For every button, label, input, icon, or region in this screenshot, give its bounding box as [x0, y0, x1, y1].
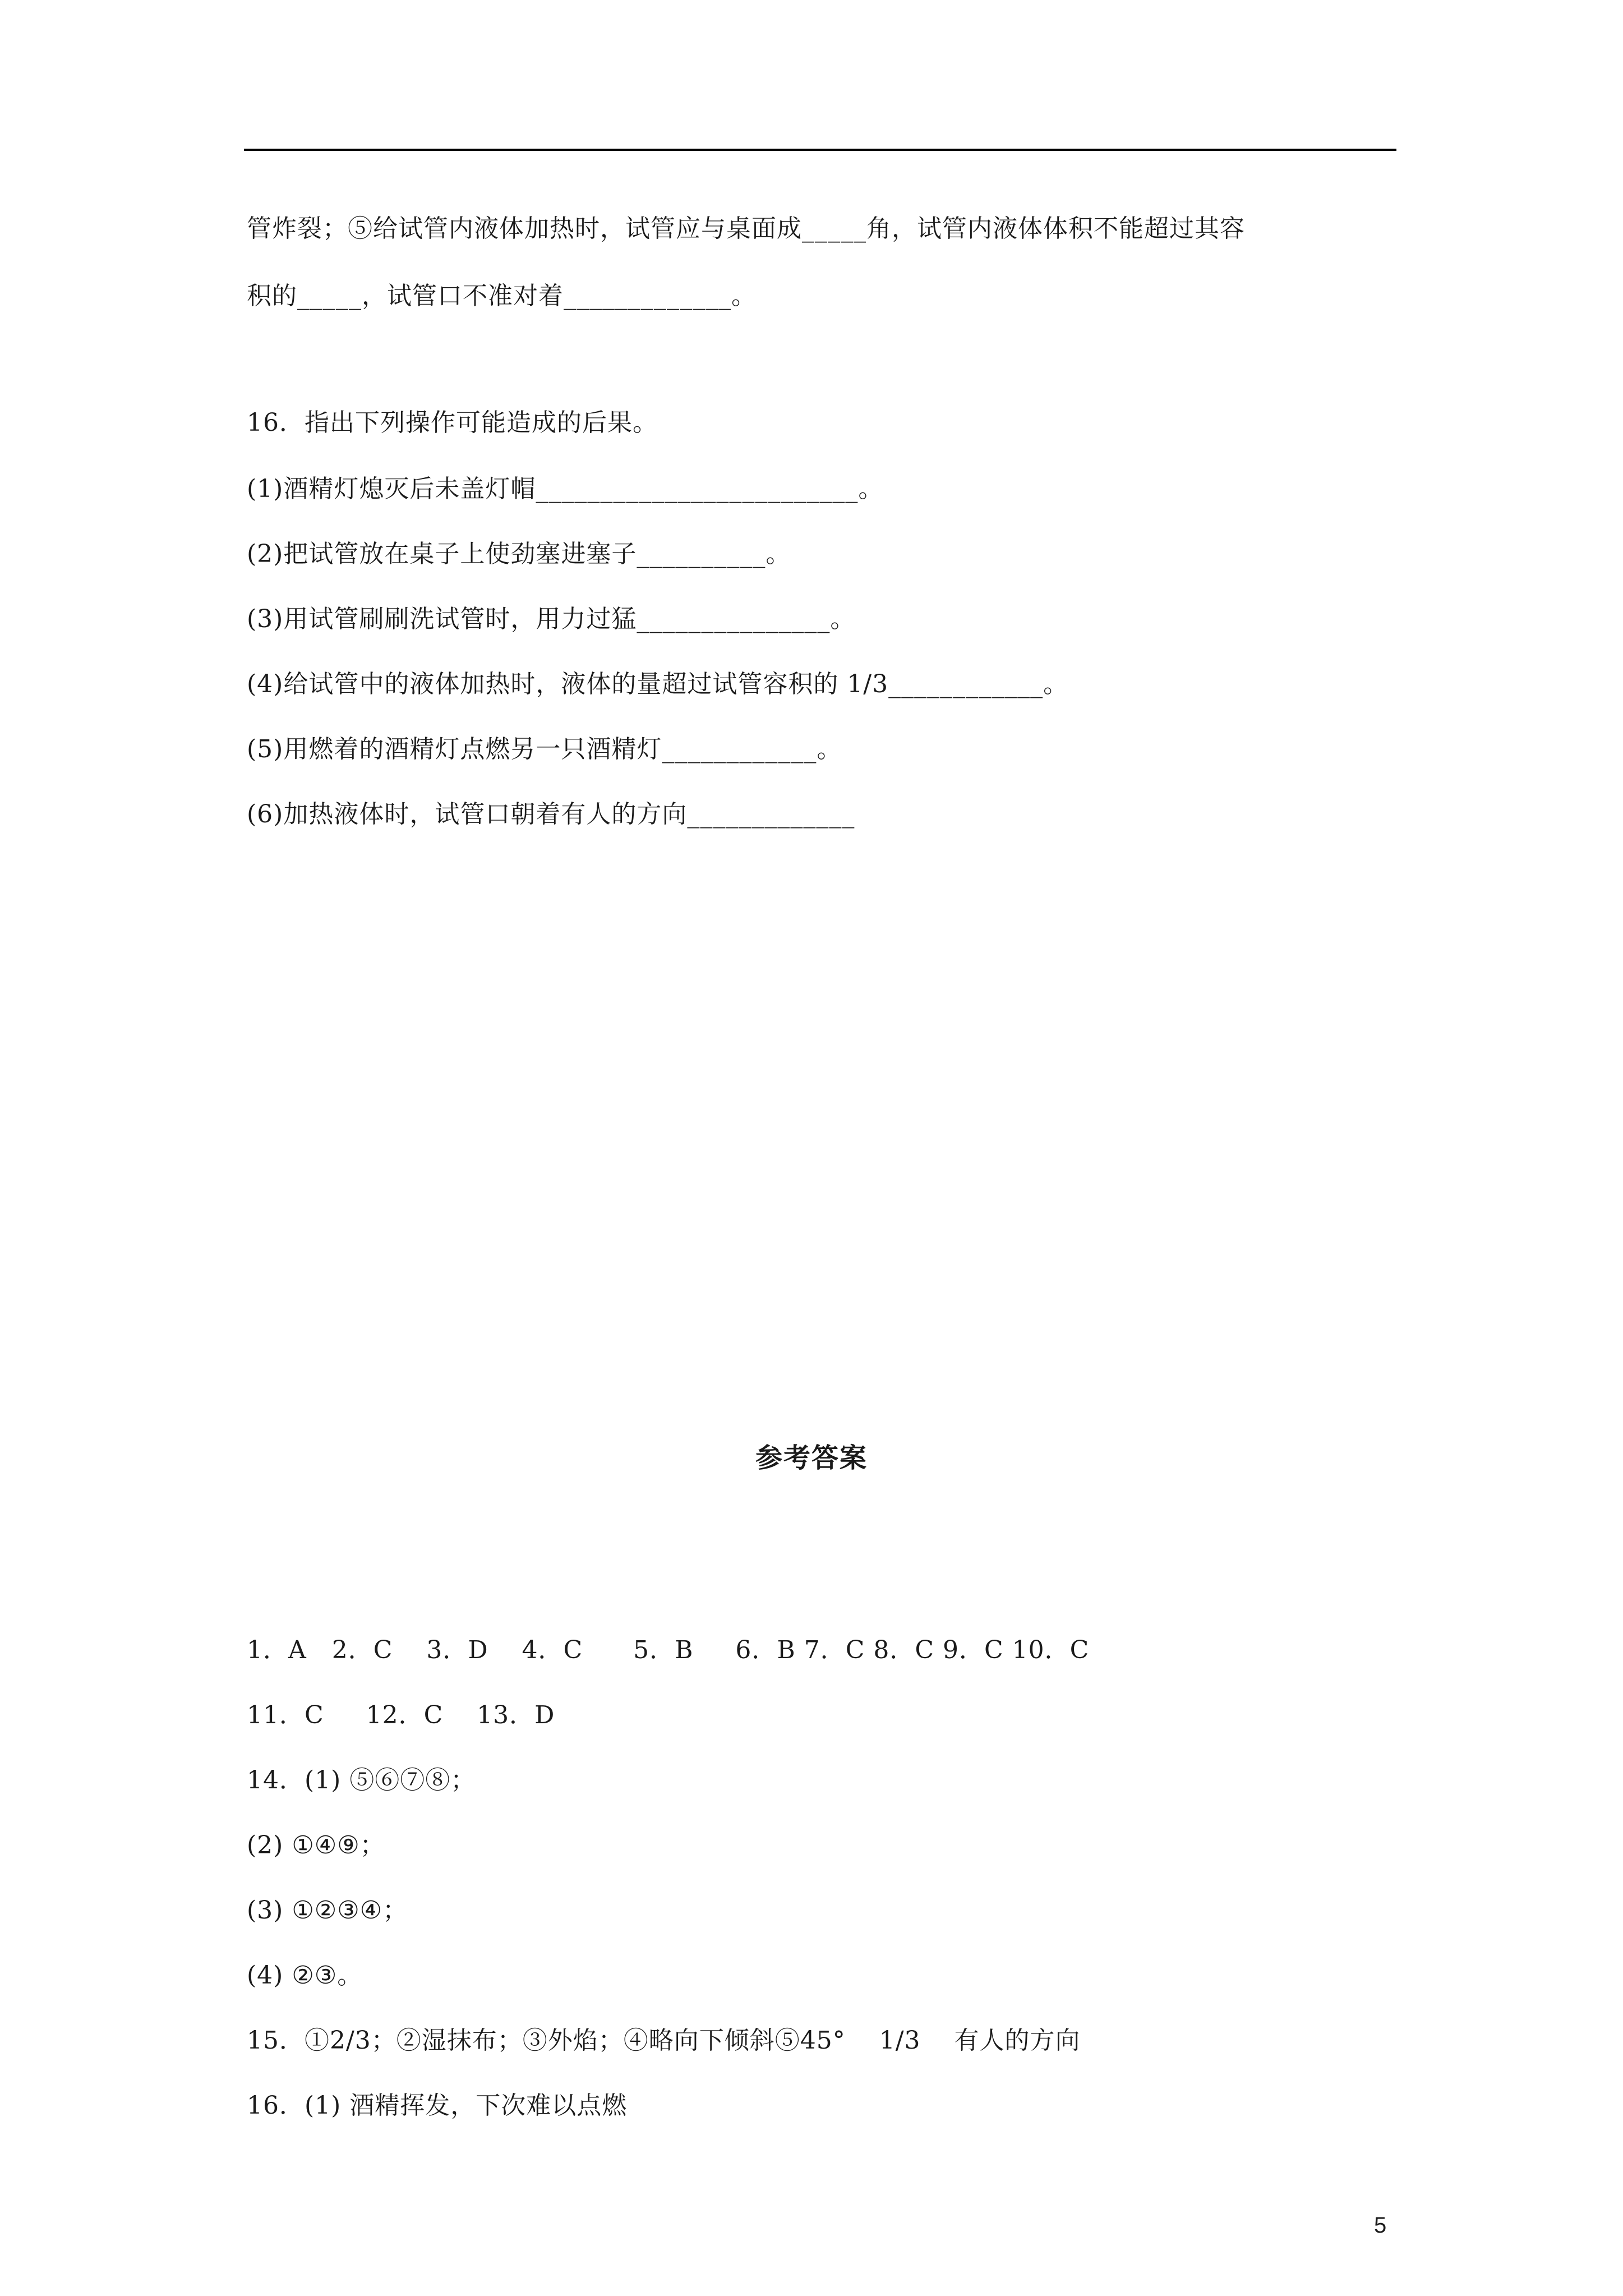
question-16-item-5: (5)用燃着的酒精灯点燃另一只酒精灯____________。: [247, 735, 842, 763]
answer-line-7: 15．①2/3；②湿抹布；③外焰；④略向下倾斜⑤45° 1/3 有人的方向: [247, 2026, 1081, 2055]
answer-line-4: (2) ①④⑨；: [247, 1831, 385, 1860]
question-16-item-6: (6)加热液体时，试管口朝着有人的方向_____________: [247, 800, 855, 829]
question-16-item-3: (3)用试管刷刷洗试管时，用力过猛_______________。: [247, 605, 856, 633]
header-rule: [244, 149, 1396, 151]
continuation-line-1: 管炸裂；⑤给试管内液体加热时，试管应与桌面成_____角，试管内液体体积不能超过其容: [247, 214, 1245, 243]
continuation-line-2: 积的_____，试管口不准对着_____________。: [247, 282, 757, 310]
question-16-item-1: (1)酒精灯熄灭后未盖灯帽_________________________。: [247, 475, 884, 503]
page-number: 5: [1374, 2213, 1387, 2238]
answer-line-2: 11．C 12．C 13．D: [247, 1701, 555, 1729]
answer-line-6: (4) ②③。: [247, 1961, 363, 1990]
answer-line-1: 1．A 2．C 3．D 4．C 5．B 6．B 7．C 8．C 9．C 10．C: [247, 1636, 1090, 1664]
answer-line-3: 14．(1) ⑤⑥⑦⑧；: [247, 1766, 476, 1795]
question-16-item-2: (2)把试管放在桌子上使劲塞进塞子__________。: [247, 540, 791, 568]
question-16-stem: 16．指出下列操作可能造成的后果。: [247, 408, 658, 437]
answers-title: 参考答案: [755, 1442, 868, 1474]
answer-line-8: 16．(1) 酒精挥发，下次难以点燃: [247, 2091, 628, 2120]
answer-line-5: (3) ①②③④；: [247, 1896, 408, 1925]
question-16-item-4: (4)给试管中的液体加热时，液体的量超过试管容积的 1/3____________。: [247, 670, 1069, 698]
